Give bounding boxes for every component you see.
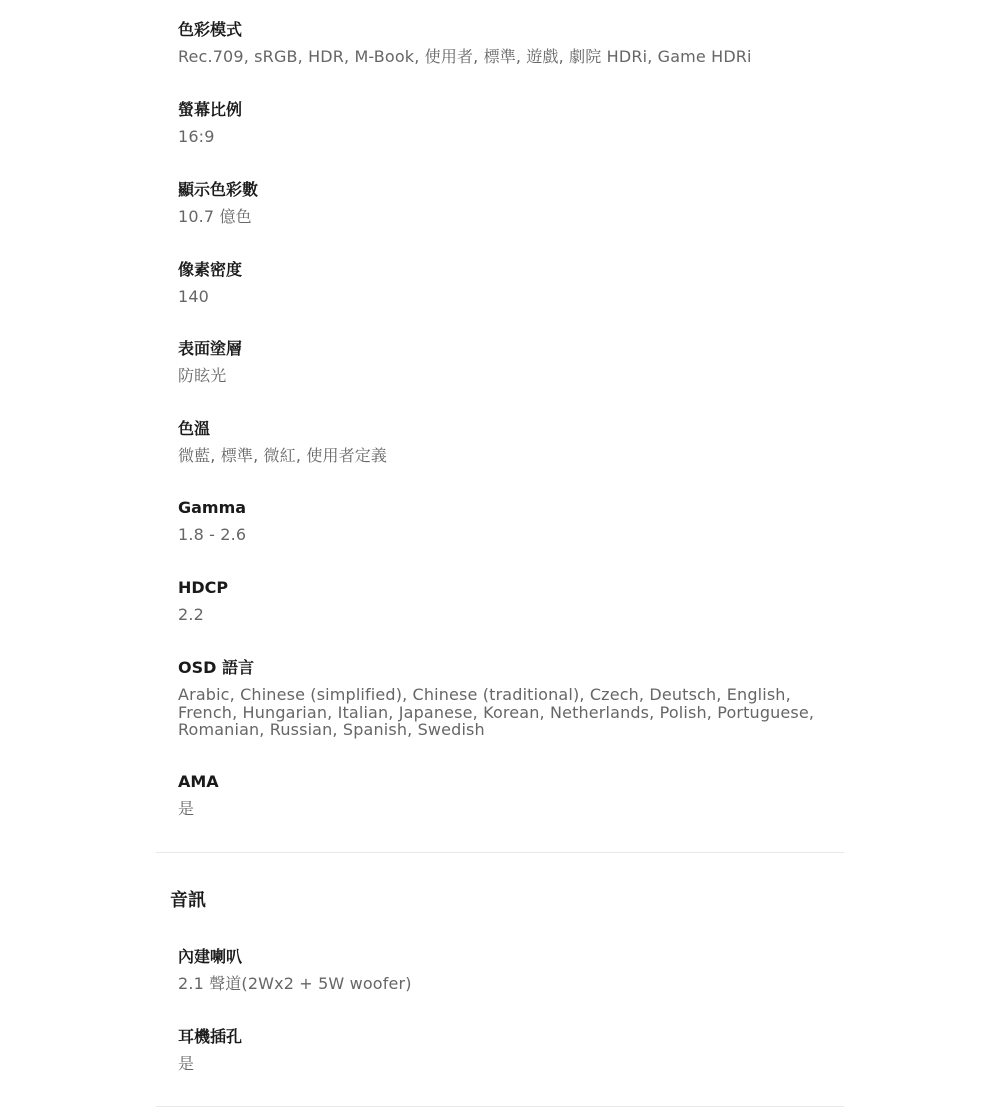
spec-label: 色溫 [178, 419, 211, 438]
spec-pixel-density [178, 259, 838, 306]
spec-label: HDCP [178, 578, 229, 597]
spec-label: 顯示色彩數 [178, 180, 259, 199]
section-divider [156, 852, 844, 853]
spec-label: 色彩模式 [178, 20, 243, 39]
spec-value: 140 [178, 287, 209, 306]
spec-built-in-speakers [178, 946, 838, 993]
spec-value: 是 [178, 1054, 195, 1073]
spec-value: 是 [178, 799, 195, 818]
spec-value: 10.7 億色 [178, 207, 252, 226]
spec-label: 螢幕比例 [178, 100, 243, 119]
spec-label: 表面塗層 [178, 339, 243, 358]
spec-hdcp [178, 577, 838, 624]
spec-value: 1.8 - 2.6 [178, 525, 247, 544]
spec-value: Rec.709, sRGB, HDR, M-Book, 使用者, 標準, 遊戲, 劇院 HDRi, Game HDRi [178, 47, 752, 66]
spec-label: AMA [178, 772, 219, 791]
section-divider [156, 1106, 844, 1107]
spec-color-temperature [178, 418, 838, 465]
spec-value: 16:9 [178, 127, 215, 146]
spec-value: 微藍, 標準, 微紅, 使用者定義 [178, 446, 388, 465]
spec-value: 防眩光 [178, 366, 227, 385]
spec-label: OSD 語言 [178, 658, 254, 677]
spec-label: 內建喇叭 [178, 947, 243, 966]
spec-value: Arabic, Chinese (simplified), Chinese (traditional), Czech, Deutsch, English, French, Hungarian, Italian, Japanese, Korean, Netherlands, Polish, Portuguese, Romanian, Russian, Spanish, Swedish [178, 685, 815, 739]
spec-headphone-jack [178, 1026, 838, 1073]
spec-value: 2.1 聲道(2Wx2 + 5W woofer) [178, 974, 412, 993]
spec-label: 像素密度 [178, 260, 243, 279]
spec-label: 耳機插孔 [178, 1027, 243, 1046]
spec-display-colors [178, 179, 838, 226]
spec-ama [178, 771, 838, 818]
spec-osd-language [178, 657, 838, 739]
spec-label: Gamma [178, 498, 247, 517]
audio-section-title: 音訊 [170, 890, 206, 911]
spec-surface-coating [178, 338, 838, 385]
spec-aspect-ratio [178, 99, 838, 146]
spec-value: 2.2 [178, 605, 204, 624]
spec-color-mode [178, 19, 838, 66]
spec-gamma [178, 497, 838, 544]
